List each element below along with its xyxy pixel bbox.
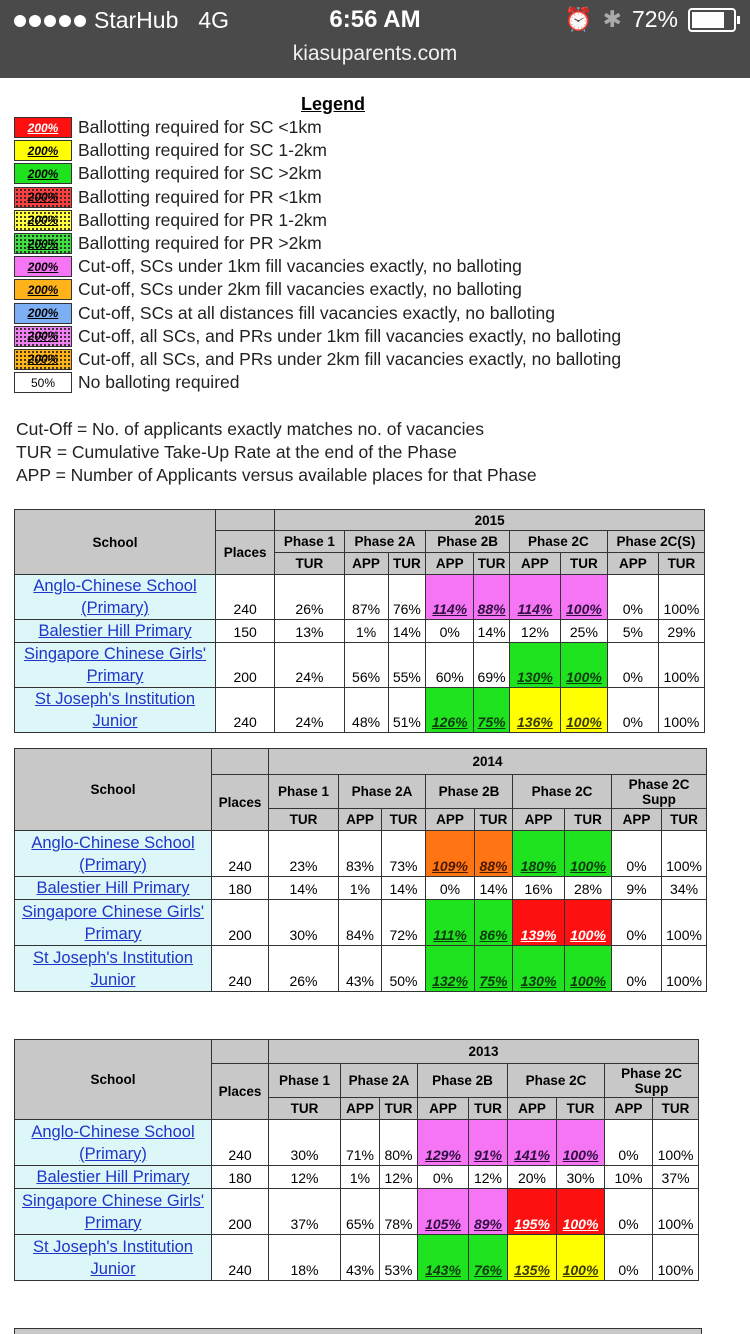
data-cell: 195% xyxy=(508,1189,557,1235)
data-cell: 65% xyxy=(341,1189,380,1235)
table-row xyxy=(15,688,705,733)
data-cell: 24% xyxy=(275,688,344,733)
network-type: 4G xyxy=(198,7,230,33)
legend-swatch: 200% xyxy=(14,233,72,254)
data-cell: 100% xyxy=(565,900,612,946)
phase-header: Phase 2A xyxy=(339,775,426,809)
school-link[interactable]: St Joseph's Institution Junior xyxy=(15,946,212,992)
places-header: Places xyxy=(212,1064,269,1120)
sub-header: APP xyxy=(605,1098,653,1120)
battery-icon xyxy=(688,8,736,32)
phase-header: Phase 2C xyxy=(509,531,607,553)
data-cell: 0% xyxy=(605,1189,653,1235)
legend-swatch: 200% xyxy=(14,349,72,370)
school-link[interactable]: Balestier Hill Primary xyxy=(15,877,212,900)
status-bar xyxy=(0,0,750,78)
data-cell: 100% xyxy=(560,575,607,620)
bluetooth-icon: ✱ xyxy=(602,6,622,32)
data-cell: 0% xyxy=(605,1120,653,1166)
alarm-icon: ⏰ xyxy=(564,6,593,32)
data-cell: 0% xyxy=(612,900,662,946)
legend-text: Cut-off, all SCs, and PRs under 1km fill vacancies exactly, no balloting xyxy=(78,325,622,346)
places-value: 200 xyxy=(216,643,275,688)
data-cell: 71% xyxy=(341,1120,380,1166)
places-header: Places xyxy=(216,531,275,575)
data-cell: 126% xyxy=(426,688,474,733)
data-cell: 1% xyxy=(341,1166,380,1189)
data-cell: 139% xyxy=(513,900,565,946)
school-link[interactable]: Balestier Hill Primary xyxy=(15,620,216,643)
table-row xyxy=(15,643,705,688)
data-cell: 180% xyxy=(513,831,565,877)
data-cell: 51% xyxy=(388,688,426,733)
data-cell: 100% xyxy=(658,688,704,733)
sub-header: APP xyxy=(612,809,662,831)
sub-header: TUR xyxy=(269,1098,341,1120)
places-header: Places xyxy=(212,775,269,831)
sub-header: APP xyxy=(418,1098,469,1120)
data-cell: 14% xyxy=(382,877,426,900)
legend-text: Cut-off, SCs under 1km fill vacancies exactly, no balloting xyxy=(78,256,522,277)
clock: 6:56 AM xyxy=(329,6,421,33)
data-cell: 13% xyxy=(275,620,344,643)
legend-text: Ballotting required for PR <1km xyxy=(78,186,322,207)
data-cell: 135% xyxy=(508,1235,557,1281)
data-cell: 14% xyxy=(474,620,510,643)
data-cell: 89% xyxy=(469,1189,508,1235)
sub-header: TUR xyxy=(382,809,426,831)
data-cell: 72% xyxy=(382,900,426,946)
places-value: 240 xyxy=(212,831,269,877)
school-link[interactable]: Singapore Chinese Girls' Primary xyxy=(15,900,212,946)
school-header: School xyxy=(15,510,216,575)
data-cell: 80% xyxy=(380,1120,418,1166)
data-cell: 16% xyxy=(513,877,565,900)
places-value: 180 xyxy=(212,877,269,900)
data-cell: 143% xyxy=(418,1235,469,1281)
school-link[interactable]: Singapore Chinese Girls' Primary xyxy=(15,643,216,688)
data-cell: 100% xyxy=(557,1120,605,1166)
data-cell: 100% xyxy=(658,575,704,620)
school-link[interactable]: St Joseph's Institution Junior xyxy=(15,1235,212,1281)
data-cell: 14% xyxy=(388,620,426,643)
legend-swatch: 200% xyxy=(14,140,72,161)
phase-header: Phase 2A xyxy=(341,1064,418,1098)
sub-header: APP xyxy=(426,809,475,831)
sub-header: TUR xyxy=(565,809,612,831)
legend-item xyxy=(14,302,621,325)
data-cell: 0% xyxy=(607,688,658,733)
table-2015 xyxy=(14,509,705,733)
table-row xyxy=(15,946,707,992)
data-cell: 76% xyxy=(469,1235,508,1281)
sub-header: TUR xyxy=(380,1098,418,1120)
table-row xyxy=(15,1189,699,1235)
legend-item xyxy=(14,162,621,185)
sub-header: TUR xyxy=(560,553,607,575)
data-cell: 20% xyxy=(508,1166,557,1189)
data-cell: 50% xyxy=(382,946,426,992)
legend-swatch: 200% xyxy=(14,256,72,277)
data-cell: 88% xyxy=(474,575,510,620)
data-cell: 100% xyxy=(662,831,707,877)
places-value: 180 xyxy=(212,1166,269,1189)
data-cell: 100% xyxy=(565,831,612,877)
data-cell: 100% xyxy=(560,643,607,688)
legend-item xyxy=(14,371,621,394)
data-cell: 129% xyxy=(418,1120,469,1166)
sub-header: APP xyxy=(513,809,565,831)
sub-header: APP xyxy=(344,553,388,575)
legend-text: Ballotting required for PR >2km xyxy=(78,233,322,254)
sub-header: APP xyxy=(341,1098,380,1120)
legend-item xyxy=(14,209,621,232)
data-cell: 105% xyxy=(418,1189,469,1235)
data-cell: 1% xyxy=(339,877,382,900)
data-cell: 55% xyxy=(388,643,426,688)
empty-header xyxy=(212,749,269,775)
sub-header: APP xyxy=(509,553,560,575)
definition-line: APP = Number of Applicants versus available places for that Phase xyxy=(16,465,537,485)
data-cell: 136% xyxy=(509,688,560,733)
year-header: 2014 xyxy=(269,749,707,775)
school-link[interactable]: Anglo-Chinese School (Primary) xyxy=(15,1120,212,1166)
sub-header: TUR xyxy=(388,553,426,575)
legend-item xyxy=(14,278,621,301)
school-header: School xyxy=(15,749,212,831)
data-cell: 100% xyxy=(653,1189,699,1235)
data-cell: 100% xyxy=(565,946,612,992)
sub-header: TUR xyxy=(474,553,510,575)
phase-header: Phase 1 xyxy=(269,1064,341,1098)
data-cell: 100% xyxy=(658,643,704,688)
table-row xyxy=(15,900,707,946)
data-cell: 37% xyxy=(653,1166,699,1189)
sub-header: TUR xyxy=(653,1098,699,1120)
legend-text: Ballotting required for PR 1-2km xyxy=(78,209,327,230)
data-cell: 0% xyxy=(426,877,475,900)
places-value: 240 xyxy=(216,575,275,620)
data-cell: 1% xyxy=(344,620,388,643)
definition-line: Cut-Off = No. of applicants exactly matches no. of vacancies xyxy=(16,419,485,439)
table-row xyxy=(15,831,707,877)
data-cell: 75% xyxy=(474,688,510,733)
data-cell: 12% xyxy=(509,620,560,643)
phase-header: Phase 2B xyxy=(426,775,513,809)
sub-header: APP xyxy=(607,553,658,575)
table-2014 xyxy=(14,748,707,992)
places-value: 200 xyxy=(212,1189,269,1235)
sub-header: TUR xyxy=(557,1098,605,1120)
phase-header: Phase 2C Supp xyxy=(612,775,707,809)
data-cell: 26% xyxy=(275,575,344,620)
data-cell: 37% xyxy=(269,1189,341,1235)
data-cell: 23% xyxy=(269,831,339,877)
data-cell: 100% xyxy=(557,1235,605,1281)
data-cell: 25% xyxy=(560,620,607,643)
data-cell: 12% xyxy=(469,1166,508,1189)
sub-header: APP xyxy=(508,1098,557,1120)
data-cell: 43% xyxy=(341,1235,380,1281)
data-cell: 100% xyxy=(653,1235,699,1281)
phase-header: Phase 1 xyxy=(269,775,339,809)
table-row xyxy=(15,575,705,620)
legend-swatch: 200% xyxy=(14,210,72,231)
data-cell: 43% xyxy=(339,946,382,992)
legend-swatch: 200% xyxy=(14,117,72,138)
school-link[interactable]: Anglo-Chinese School (Primary) xyxy=(15,575,216,620)
legend-text: Cut-off, all SCs, and PRs under 2km fill vacancies exactly, no balloting xyxy=(78,348,622,369)
data-cell: 100% xyxy=(557,1189,605,1235)
data-cell: 0% xyxy=(418,1166,469,1189)
school-link[interactable]: Anglo-Chinese School (Primary) xyxy=(15,831,212,877)
legend-item xyxy=(14,232,621,255)
data-cell: 100% xyxy=(662,946,707,992)
table-row xyxy=(15,877,707,900)
data-cell: 0% xyxy=(605,1235,653,1281)
data-cell: 60% xyxy=(426,643,474,688)
data-cell: 87% xyxy=(344,575,388,620)
table-2013 xyxy=(14,1039,699,1281)
data-cell: 100% xyxy=(662,900,707,946)
battery-percent: 72% xyxy=(631,6,678,32)
data-cell: 78% xyxy=(380,1189,418,1235)
data-cell: 30% xyxy=(269,900,339,946)
data-cell: 83% xyxy=(339,831,382,877)
sub-header: TUR xyxy=(658,553,704,575)
data-cell: 5% xyxy=(607,620,658,643)
school-header: School xyxy=(15,1040,212,1120)
legend-text: Ballotting required for SC 1-2km xyxy=(78,140,327,161)
empty-header xyxy=(216,510,275,531)
empty-header xyxy=(212,1040,269,1064)
legend-text: Cut-off, SCs under 2km fill vacancies exactly, no balloting xyxy=(78,279,522,300)
data-cell: 24% xyxy=(275,643,344,688)
data-cell: 26% xyxy=(269,946,339,992)
data-cell: 9% xyxy=(612,877,662,900)
places-value: 150 xyxy=(216,620,275,643)
data-cell: 53% xyxy=(380,1235,418,1281)
phase-header: Phase 2B xyxy=(426,531,510,553)
data-cell: 30% xyxy=(269,1120,341,1166)
data-cell: 100% xyxy=(560,688,607,733)
data-cell: 132% xyxy=(426,946,475,992)
legend xyxy=(14,116,621,394)
data-cell: 88% xyxy=(475,831,513,877)
data-cell: 76% xyxy=(388,575,426,620)
data-cell: 56% xyxy=(344,643,388,688)
legend-item xyxy=(14,348,621,371)
data-cell: 48% xyxy=(344,688,388,733)
school-link[interactable]: Balestier Hill Primary xyxy=(15,1166,212,1189)
data-cell: 100% xyxy=(653,1120,699,1166)
table-row xyxy=(15,620,705,643)
status-right xyxy=(564,6,736,33)
places-value: 240 xyxy=(212,1120,269,1166)
legend-text: No balloting required xyxy=(78,372,240,393)
phase-header: Phase 2B xyxy=(418,1064,508,1098)
carrier-name: StarHub xyxy=(94,7,179,33)
legend-swatch: 50% xyxy=(14,372,72,393)
legend-swatch: 200% xyxy=(14,187,72,208)
data-cell: 0% xyxy=(612,946,662,992)
data-cell: 69% xyxy=(474,643,510,688)
phase-header: Phase 2C(S) xyxy=(607,531,704,553)
definition-line: TUR = Cumulative Take-Up Rate at the end of the Phase xyxy=(16,442,457,462)
school-link[interactable]: Singapore Chinese Girls' Primary xyxy=(15,1189,212,1235)
data-cell: 114% xyxy=(426,575,474,620)
data-cell: 29% xyxy=(658,620,704,643)
data-cell: 18% xyxy=(269,1235,341,1281)
data-cell: 73% xyxy=(382,831,426,877)
next-table-header xyxy=(14,1328,702,1334)
data-cell: 75% xyxy=(475,946,513,992)
phase-header: Phase 2C xyxy=(513,775,612,809)
data-cell: 0% xyxy=(607,643,658,688)
table-row xyxy=(15,1235,699,1281)
legend-item xyxy=(14,186,621,209)
year-header: 2015 xyxy=(275,510,705,531)
legend-item xyxy=(14,116,621,139)
phase-header: Phase 2A xyxy=(344,531,426,553)
data-cell: 111% xyxy=(426,900,475,946)
places-value: 240 xyxy=(212,1235,269,1281)
data-cell: 28% xyxy=(565,877,612,900)
legend-swatch: 200% xyxy=(14,326,72,347)
year-header: 2013 xyxy=(269,1040,699,1064)
data-cell: 109% xyxy=(426,831,475,877)
table-row xyxy=(15,1120,699,1166)
legend-item xyxy=(14,255,621,278)
data-cell: 14% xyxy=(269,877,339,900)
legend-item xyxy=(14,325,621,348)
data-cell: 12% xyxy=(380,1166,418,1189)
sub-header: TUR xyxy=(662,809,707,831)
places-value: 240 xyxy=(212,946,269,992)
data-cell: 30% xyxy=(557,1166,605,1189)
legend-text: Ballotting required for SC <1km xyxy=(78,117,322,138)
data-cell: 141% xyxy=(508,1120,557,1166)
places-value: 200 xyxy=(212,900,269,946)
data-cell: 0% xyxy=(607,575,658,620)
legend-swatch: 200% xyxy=(14,163,72,184)
school-link[interactable]: St Joseph's Institution Junior xyxy=(15,688,216,733)
data-cell: 0% xyxy=(426,620,474,643)
sub-header: APP xyxy=(426,553,474,575)
data-cell: 130% xyxy=(509,643,560,688)
phase-header: Phase 1 xyxy=(275,531,344,553)
data-cell: 0% xyxy=(612,831,662,877)
sub-header: APP xyxy=(339,809,382,831)
legend-item xyxy=(14,139,621,162)
legend-swatch: 200% xyxy=(14,303,72,324)
legend-title: Legend xyxy=(301,94,366,114)
sub-header: TUR xyxy=(469,1098,508,1120)
url-bar[interactable]: kiasuparents.com xyxy=(292,42,458,65)
sub-header: TUR xyxy=(275,553,344,575)
legend-text: Ballotting required for SC >2km xyxy=(78,163,322,184)
legend-swatch: 200% xyxy=(14,279,72,300)
data-cell: 91% xyxy=(469,1120,508,1166)
data-cell: 130% xyxy=(513,946,565,992)
table-row xyxy=(15,1166,699,1189)
definitions xyxy=(16,418,537,487)
phase-header: Phase 2C xyxy=(508,1064,605,1098)
data-cell: 86% xyxy=(475,900,513,946)
data-cell: 10% xyxy=(605,1166,653,1189)
data-cell: 14% xyxy=(475,877,513,900)
phase-header: Phase 2C Supp xyxy=(605,1064,699,1098)
data-cell: 84% xyxy=(339,900,382,946)
data-cell: 12% xyxy=(269,1166,341,1189)
sub-header: TUR xyxy=(269,809,339,831)
places-value: 240 xyxy=(216,688,275,733)
data-cell: 114% xyxy=(509,575,560,620)
sub-header: TUR xyxy=(475,809,513,831)
data-cell: 34% xyxy=(662,877,707,900)
legend-text: Cut-off, SCs at all distances fill vacancies exactly, no balloting xyxy=(78,302,555,323)
